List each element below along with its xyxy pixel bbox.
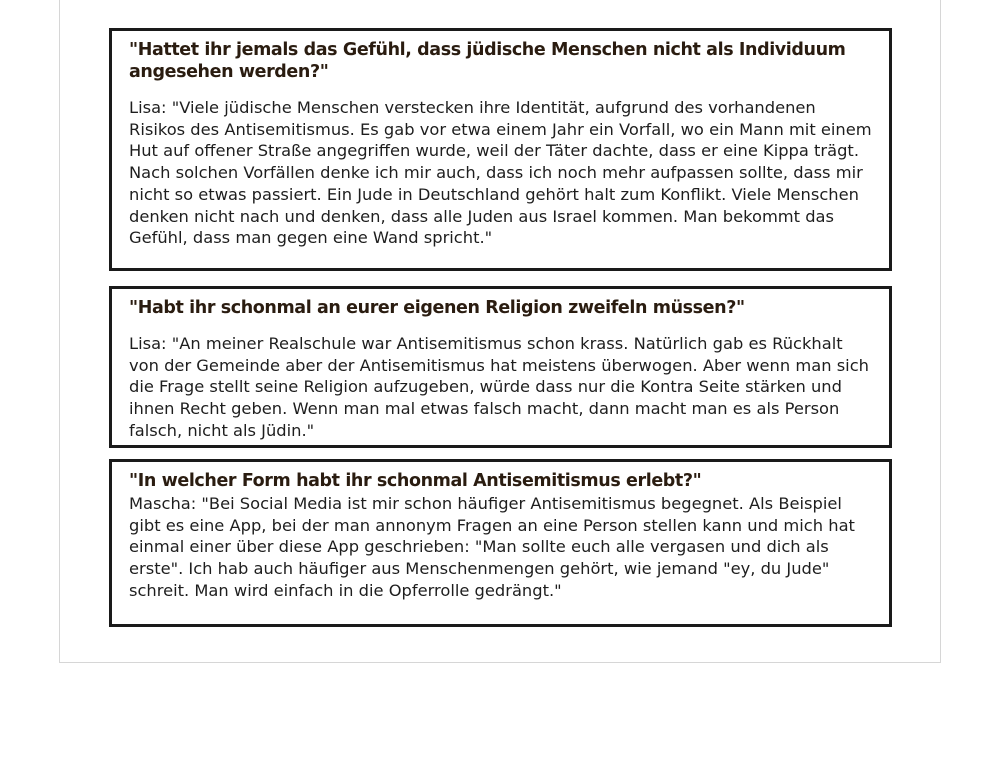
interview-card — [109, 459, 892, 627]
question-heading: "Habt ihr schonmal an eurer eigenen Religion zweifeln müssen?" — [129, 298, 745, 318]
answer-text: Lisa: "Viele jüdische Menschen verstecken ihre Identität, aufgrund des vorhandenen Risikos des Antisemitismus. Es gab vor etwa einem Jahr ein Vorfall, wo ein Mann mit einem Hut auf offener Straße angegriffen wurde, weil der Täter dachte, dass er eine Kippa trägt. Nach solchen Vorfällen denke ich mir auch, dass ich noch mehr aufpassen sollte, dass mir nicht so etwas passiert. Ein Jude in Deutschland gehört halt zum Konflikt. Viele Menschen denken nicht nach und denken, dass alle Juden aus Israel kommen. Man bekommt das Gefühl, dass man gegen eine Wand spricht." — [129, 98, 872, 248]
answer-text: Lisa: "An meiner Realschule war Antisemitismus schon krass. Natürlich gab es Rückhalt von der Gemeinde aber der Antisemitismus hat meistens überwogen. Aber wenn man sich die Frage stellt seine Religion aufzugeben, würde dass nur die Kontra Seite stärken und ihnen Recht geben. Wenn man mal etwas falsch macht, dann macht man es als Person falsch, nicht als Jüdin." — [129, 334, 869, 440]
interview-card — [109, 286, 892, 448]
question-heading: "In welcher Form habt ihr schonmal Antisemitismus erlebt?" — [129, 471, 702, 491]
question-heading: "Hattet ihr jemals das Gefühl, dass jüdische Menschen nicht als Individuum angesehen werden?" — [129, 40, 846, 82]
answer-text: Mascha: "Bei Social Media ist mir schon häufiger Antisemitismus begegnet. Als Beispiel gibt es eine App, bei der man annonym Fragen an eine Person stellen kann und mich hat einmal einer über diese App geschrieben: "Man sollte euch alle vergasen und dich als erste". Ich hab auch häufiger aus Menschenmengen gehört, wie jemand "ey, du Jude" schreit. Man wird einfach in die Opferrolle gedrängt." — [129, 494, 855, 600]
interview-card — [109, 28, 892, 271]
